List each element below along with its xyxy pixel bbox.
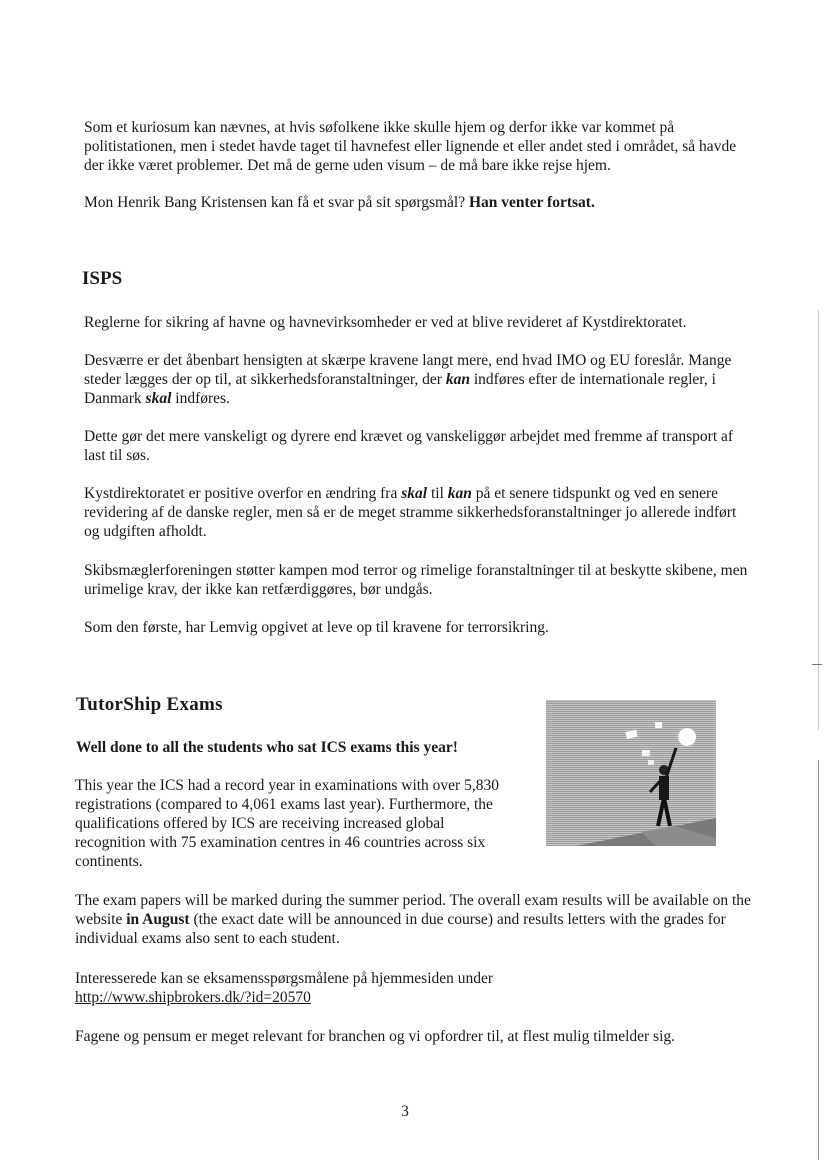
isps-p4-part-a: Kystdirektoratet er positive overfor en ændring fra [84,485,398,502]
isps-paragraph-2 [84,351,749,408]
intro-paragraph-2 [84,193,749,212]
isps-heading: ISPS [82,268,123,289]
page-number: 3 [401,1103,409,1120]
tutorship-paragraph-1: This year the ICS had a record year in examinations with over 5,830 registrations (compared to 4,061 exams last year). Furthermore, the qualifications offered by ICS are receiving increased global recognition with 75 examination centres in 46 countries across six continents. [75,777,499,870]
isps-p4-part-b: på et senere tidspunkt og ved en senere revidering af de danske regler, men så er de meget stramme sikkerhedsforanstaltninger jo allerede indført og udgiften afholdt. [84,485,737,540]
scan-edge-line [818,310,819,730]
tutorship-p2-part-b: (the exact date will be announced in due course) and results letters with the grades for individual exams also sent to each student. [75,911,726,947]
tutorship-paragraph-2 [75,891,755,948]
shipbrokers-link[interactable]: http://www.shipbrokers.dk/?id=20570 [75,989,311,1006]
isps-p2-part-b: indføres efter de internationale regler, i Danmark [84,371,716,407]
isps-paragraph-3: Dette gør det mere vanskeligt og dyrere end krævet og vanskeliggør arbejdet med fremme af transport af last til søs. [84,428,734,464]
intro-paragraph-1: Som et kuriosum kan nævnes, at hvis søfolkene ikke skulle hjem og derfor ikke var kommet på politistationen, men i stedet havde taget til havnefest eller lignende et eller andet sted i området, så havde der ikke været problemer. Det må de gerne uden visum – de må bare ikke rejse hjem. [84,119,737,174]
scan-edge-line [818,760,819,1160]
isps-paragraph-5: Skibsmæglerforeningen støtter kampen mod terror og rimelige foranstaltninger til at beskytte skibene, men urimelige krav, der ikke kan retfærdiggøres, bør undgås. [84,562,748,598]
exam-photo [546,700,716,846]
tutorship-paragraph-3 [75,969,755,1007]
intro-emphasis: Han venter fortsat. [468,194,595,211]
isps-p4-skal: skal [401,485,428,502]
scan-edge-mark [812,664,822,665]
tutorship-p2-part-a: The exam papers will be marked during the summer period. The overall exam results will be available on the website [75,892,751,928]
isps-paragraph-6: Som den første, har Lemvig opgivet at leve op til kravene for terrorsikring. [84,619,549,636]
intro-question: Mon Henrik Bang Kristensen kan få et svar på sit spørgsmål? [84,194,466,211]
isps-p2-part-c: indføres. [175,390,230,407]
isps-paragraph-4 [84,484,749,541]
tutorship-p2-bold: in August [126,911,190,928]
isps-p2-part-a: Desværre er det åbenbart hensigten at skærpe kravene langt mere, end hvad IMO og EU foreslår. Mange steder lægges der op til, at sikkerhedsforanstaltninger, der [84,352,732,388]
isps-p2-kan: kan [445,371,470,388]
isps-p2-skal: skal [145,390,172,407]
tutorship-paragraph-4: Fagene og pensum er meget relevant for branchen og vi opfordrer til, at flest mulig tilmelder sig. [75,1028,676,1045]
tutorship-p3-text: Interesserede kan se eksamensspørgsmålene på hjemmesiden under [75,970,494,987]
tutorship-heading: TutorShip Exams [76,694,223,715]
tutorship-subheading: Well done to all the students who sat ICS exams this year! [76,739,458,756]
isps-p4-til: til [430,485,444,502]
isps-p4-kan: kan [447,485,472,502]
isps-paragraph-1: Reglerne for sikring af havne og havnevirksomheder er ved at blive revideret af Kystdirektoratet. [84,314,687,331]
